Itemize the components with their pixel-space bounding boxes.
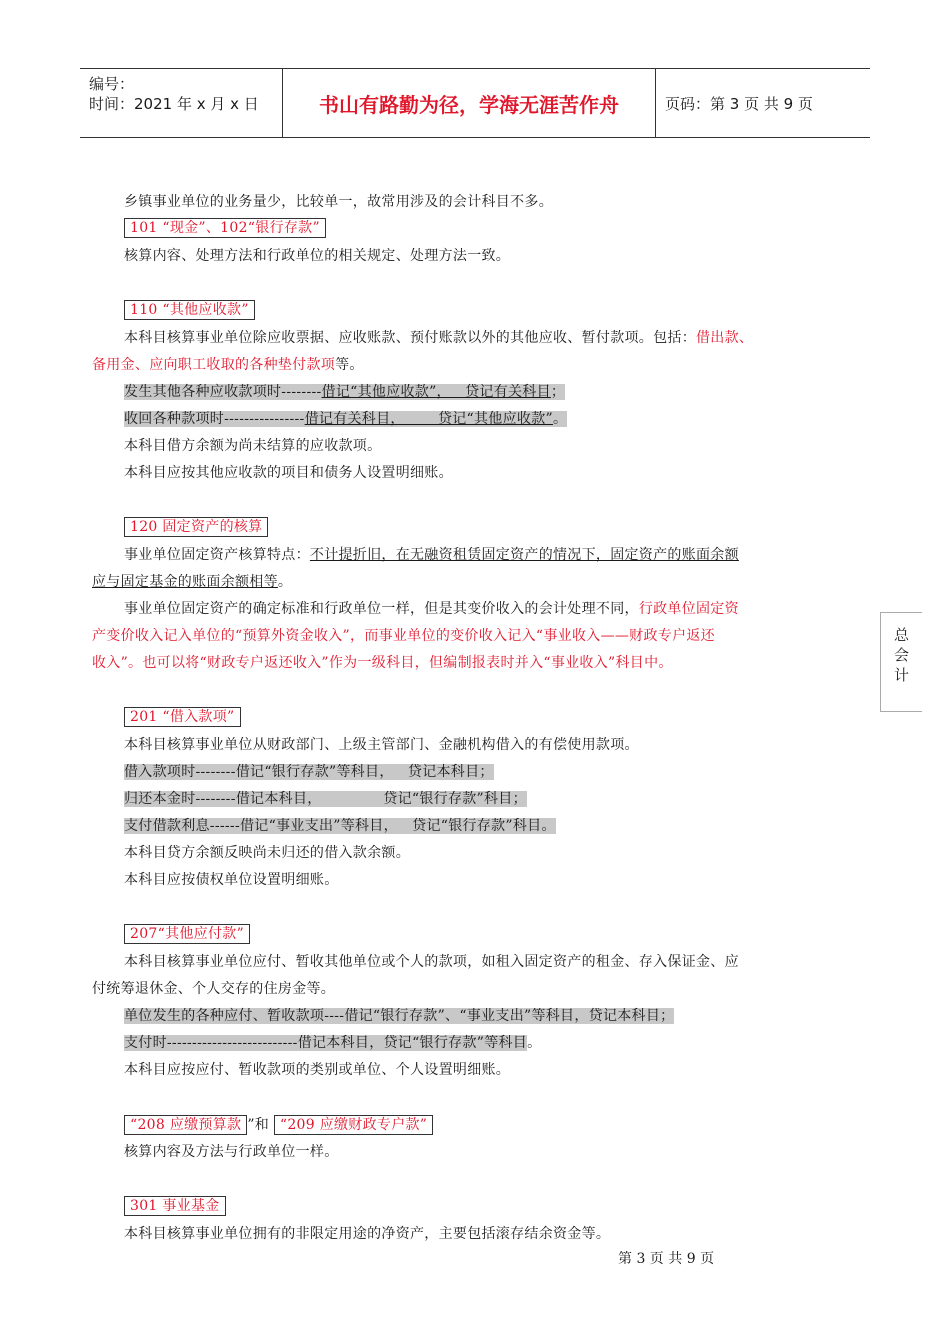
section-title-301: 301 事业基金	[124, 1196, 226, 1216]
paragraph: 事业单位固定资产核算特点：不计提折旧，在无融资租赁固定资产的情况下，固定资产的账面余额	[124, 547, 739, 563]
section-title-101: 101 “现金”、102“银行存款”	[124, 218, 326, 238]
paragraph: 本科目应按其他应收款的项目和债务人设置明细账。	[124, 465, 453, 481]
journal-entry: 收回各种款项时----------------借记有关科目， 贷记“其他应收款”。	[124, 411, 568, 427]
page-header	[80, 68, 870, 138]
paragraph: 收入”。也可以将“财政专户返还收入”作为一级科目，但编制报表时并入“事业收入”科目中。	[92, 655, 673, 671]
paragraph: 本科目核算事业单位从财政部门、上级主管部门、金融机构借入的有偿使用款项。	[124, 737, 639, 753]
paragraph: 付统筹退休金、个人交存的住房金等。	[92, 981, 336, 997]
journal-entry: 单位发生的各种应付、暂收款项----借记“银行存款”、“事业支出”等科目，贷记本科目；	[124, 1008, 675, 1024]
side-tab[interactable]	[880, 612, 922, 712]
page-footer: 第 3 页 共 9 页	[618, 1251, 715, 1267]
paragraph: 本科目核算事业单位拥有的非限定用途的净资产，主要包括滚存结余资金等。	[124, 1226, 611, 1242]
paragraph: 本科目核算事业单位应付、暂收其他单位或个人的款项，如租入固定资产的租金、存入保证金、应	[124, 954, 739, 970]
journal-entry: 支付时--------------------------借记本科目，贷记“银行存款”等科目。	[124, 1035, 542, 1051]
paragraph: 核算内容及方法与行政单位一样。	[124, 1144, 339, 1160]
section-title-207: 207“其他应付款”	[124, 924, 250, 944]
paragraph: 核算内容、处理方法和行政单位的相关规定、处理方法一致。	[124, 248, 511, 264]
section-title-208-209: “208 应缴预算款 ”和 “209 应缴财政专户款”	[124, 1114, 433, 1135]
header-motto: 书山有路勤为径，学海无涯苦作舟	[319, 92, 619, 117]
paragraph: 应与固定基金的账面余额相等。	[92, 574, 293, 590]
side-tab-char: 会	[893, 646, 909, 664]
page-number-label: 页码：第 3 页 共 9 页	[665, 95, 813, 113]
journal-entry: 发生其他各种应收款项时--------借记“其他应收款”， 贷记有关科目；	[124, 384, 566, 400]
paragraph: 备用金、应向职工收取的各种垫付款项等。	[92, 357, 364, 373]
date-label: 时间：2021 年 x 月 x 日	[89, 95, 259, 113]
side-tab-char: 计	[893, 666, 909, 684]
paragraph: 本科目应按应付、暂收款项的类别或单位、个人设置明细账。	[124, 1062, 511, 1078]
number-label: 编号：	[89, 75, 135, 93]
paragraph: 本科目借方余额为尚未结算的应收款项。	[124, 438, 382, 454]
journal-entry: 归还本金时--------借记本科目， 贷记“银行存款”科目；	[124, 791, 527, 807]
header-meta	[80, 69, 282, 137]
journal-entry: 支付借款利息------借记“事业支出”等科目， 贷记“银行存款”科目。	[124, 818, 556, 834]
section-title-110: 110 “其他应收款”	[124, 300, 255, 320]
section-title-120: 120 固定资产的核算	[124, 517, 268, 537]
side-tab-char: 总	[893, 626, 909, 644]
paragraph: 本科目核算事业单位除应收票据、应收账款、预付账款以外的其他应收、暂付款项。包括：借出款、	[124, 330, 754, 346]
paragraph: 事业单位固定资产的确定标准和行政单位一样，但是其变价收入的会计处理不同，行政单位固定资	[124, 601, 739, 617]
paragraph: 本科目应按债权单位设置明细账。	[124, 872, 339, 888]
intro-text: 乡镇事业单位的业务量少，比较单一，故常用涉及的会计科目不多。	[124, 194, 553, 210]
journal-entry: 借入款项时--------借记“银行存款”等科目， 贷记本科目；	[124, 764, 494, 780]
paragraph: 产变价收入记入单位的“预算外资金收入”，而事业单位的变价收入记入“事业收入——财政专户返还	[92, 628, 715, 644]
section-title-201: 201 “借入款项”	[124, 707, 241, 727]
paragraph: 本科目贷方余额反映尚未归还的借入款余额。	[124, 845, 410, 861]
